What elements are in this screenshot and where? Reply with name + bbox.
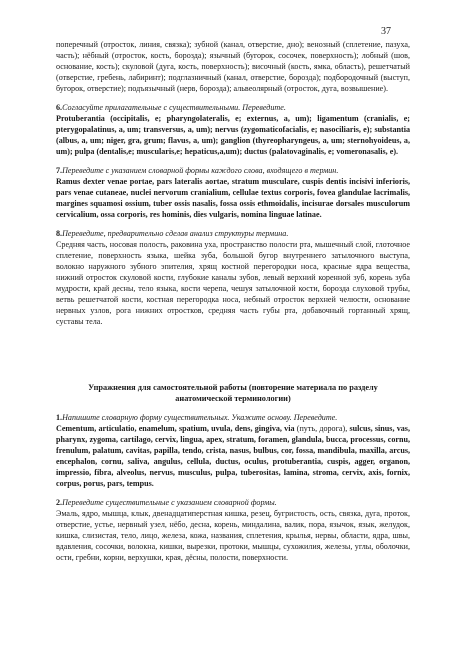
page-number: 37 [381,26,391,37]
page-content [56,39,410,563]
instruction-text: Переведите с указанием словарной формы каждого слова, входящего в термин. [62,166,339,175]
exercise-8-body: Средняя часть, носовая полость, раковина уха, пространство полости рта, мышечный слой, глоточное сплетение, поверхность языка, шейка зуба, большой бугор внутреннего затылочного выступа, волокно наружного зубного эпителия, хрящ костной перегородки носа, красные ядра вещества, нижний отросток скуловой кости, глубокие каналы зубов, левый верхний коренной зуб, корень зуба мудрости, край десны, тело языка, кости черепа, чешуя затылочной кости, борозда слуховой трубы, ветвь решетчатой кости, костная перегородка носа, небный отросток верхней челюсти, основание нервных узлов, рога нижних отростков, средняя часть губы рта, добавочный гортанный хрящ, суставы тела. [56,240,410,326]
section-heading: Упражнения для самостоятельной работы (повторение материала по разделу анатомической терминологии) [88,383,378,403]
exercise-1-body [56,423,410,489]
exercise-number: 8. [56,229,63,238]
exercise-8-instruction [56,228,410,239]
exercise-1-body-end: sulcus, sinus, vas, pharynx, zygoma, cartilago, cervix, lingua, apex, stratum, foramen, glandula, bucca, processus, cornu, frenulum, palatum, cavitas, papilla, tendo, crista, nasus, bulbus, cor, fossa, mandibula, maxilla, arcus, encephalon, cornu, saliva, angulus, cellula, ductus, oculus, protuberantia, cuspis, agger, organon, impressio, fibra, alveolus, nervus, musculus, pulpa, tuberositas, lamina, stroma, cervix, axis, fornix, corpus, porus, pars, tempus. [56,424,410,488]
exercise-6-instruction [56,102,410,113]
instruction-text: Переведите, предварительно сделав анализ структуры термина. [62,229,289,238]
instruction-text: Согласуйте прилагательные с существительными. Переведите. [62,103,286,112]
exercise-6-body: Protuberantia (occipitalis, e; pharyngolateralis, e; externus, a, um); ligamentum (cranialis, e; pterygopalatinus, a, um; transversus, a, um); nervus (zygomaticofacialis, e; nasociliaris, e); substantia (albus, a, um; niger, gra, grum; flavus, a, um); ganglion (thyreopharyngeus, a, um; sternohyoideus, a, um); pulpa (dentalis,e; muscularis,e; hepaticus,a,um); ductus (palatovaginalis, e; vomeronasalis, e). [56,114,410,156]
exercise-number: 6. [56,103,63,112]
exercise-1-body-start: Cementum, articulatio, enamelum, spatium, uvula, dens, gingiva, via [56,424,295,433]
exercise-1-instruction [56,412,410,423]
intro-paragraph: поперечный (отросток, линия, связка); зубной (канал, отверстие, дно); венозный (сплетение, пазуха, часть); нёбный (отросток, кость, борозда); язычный (бугорок, сосочек, поверхность); лобный (шов, основание, кость); скуловой (дуга, кость, поверхность); височный (кость, ямка, область), решетчатый (отверстие, гребень, лабиринт); подглазничный (канал, отверстие, борозда); подбородочный (выступ, бугорок, отверстие); подъязычный (нерв, борозда); альвеолярный (отросток, дуга, возвышение). [56,40,410,93]
exercise-number: 1. [56,413,63,422]
exercise-2-body: Эмаль, ядро, мышца, клык, двенадцатиперстная кишка, резец, бугристость, ость, связка, дуга, проток, отверстие, устье, нервный узел, нёбо, десна, корень, миндалина, валик, пора, язычок, язык, желудок, кишка, слизистая, тело, лицо, железа, кожа, названия, сплетения, крылья, нервы, области, ядра, швы, вдавления, сосочки, волокна, кишки, вырезки, протоки, мышцы, сухожилия, железы, углы, оболочки, ости, гребни, корни, верхушки, края, дёсны, полости, поверхности. [56,509,410,562]
exercise-number: 7. [56,166,63,175]
exercise-2-instruction [56,497,410,508]
instruction-text: Переведите существительные с указанием словарной формы. [62,498,277,507]
exercise-7-instruction [56,165,410,176]
instruction-text: Напишите словарную форму существительных. Укажите основу. Переведите. [62,413,338,422]
exercise-number: 2. [56,498,63,507]
exercise-7-body: Ramus dexter venae portae, pars lateralis aortae, stratum musculare, cuspis dentis incisivi inferioris, pars venae cutaneae, nuclei nervorum cranialium, cellulae textus corporis, fovea glandulae lacrimalis, margines squamosi ossium, tuber ossis nasalis, fossa ossis ethmoidalis, incisurae dorsales musculorum cervicalium, ossa corporis, res hominis, dies vulgaris, nomina linguae latinae. [56,177,410,219]
exercise-1-body-paren: (путь, дорога), [294,424,350,433]
